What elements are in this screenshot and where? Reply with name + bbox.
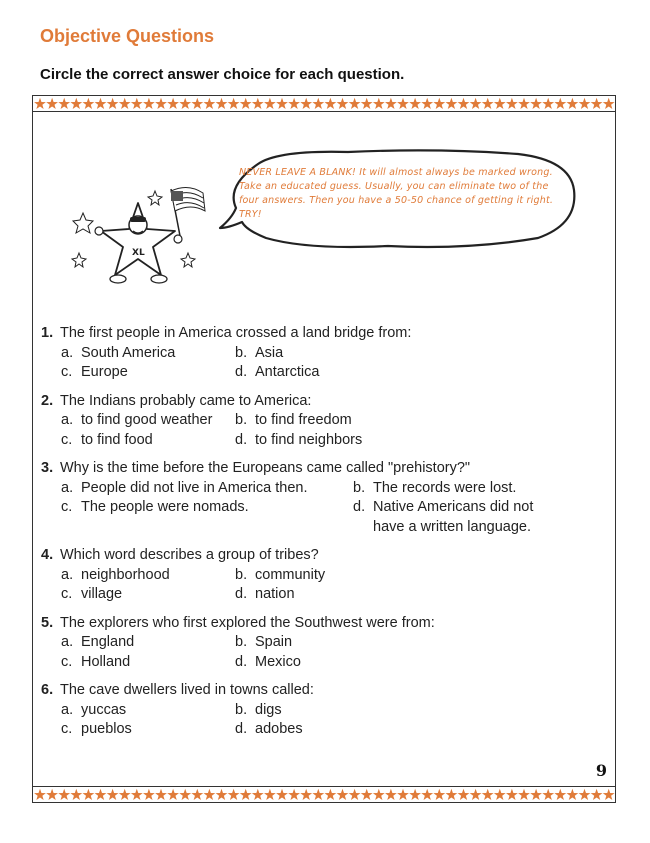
border-star-icon bbox=[530, 789, 542, 800]
question-number: 3. bbox=[41, 460, 54, 476]
border-star-icon bbox=[143, 789, 155, 800]
border-star-icon bbox=[385, 98, 397, 109]
border-star-icon bbox=[191, 789, 203, 800]
border-star-icon bbox=[470, 98, 482, 109]
border-star-icon bbox=[567, 789, 579, 800]
border-star-icon bbox=[518, 789, 530, 800]
border-star-icon bbox=[300, 789, 312, 800]
answer-choice-c[interactable]: c. village bbox=[61, 586, 123, 602]
border-star-icon bbox=[191, 98, 203, 109]
answer-choice-b[interactable]: b. to find freedom bbox=[235, 412, 352, 428]
border-star-icon bbox=[579, 789, 591, 800]
page-number: 9 bbox=[595, 761, 607, 780]
answer-choice-b[interactable]: b. community bbox=[235, 566, 326, 583]
border-star-icon bbox=[397, 789, 409, 800]
answer-choice-c[interactable]: c. pueblos bbox=[61, 721, 132, 737]
border-star-icon bbox=[421, 789, 433, 800]
star-row-bottom bbox=[33, 787, 615, 802]
border-star-icon bbox=[446, 789, 458, 800]
border-star-icon bbox=[240, 98, 252, 109]
border-star-icon bbox=[312, 98, 324, 109]
mascot-monogram: XL bbox=[132, 248, 145, 258]
border-star-icon bbox=[518, 98, 530, 109]
question-number: 6. bbox=[41, 682, 54, 698]
star-row-top bbox=[33, 96, 615, 112]
border-star-icon bbox=[252, 789, 264, 800]
border-star-icon bbox=[337, 98, 349, 109]
question-number: 2. bbox=[41, 392, 54, 409]
border-star-icon bbox=[288, 98, 300, 109]
border-star-icon bbox=[482, 98, 494, 109]
border-star-icon bbox=[46, 98, 58, 109]
border-star-icon bbox=[506, 98, 518, 109]
border-star-icon bbox=[554, 98, 566, 109]
border-star-icon bbox=[494, 98, 506, 109]
answer-choice-a[interactable]: a. neighborhood bbox=[61, 566, 170, 583]
answer-choice-c[interactable]: c. The people were nomads. bbox=[61, 499, 249, 515]
border-star-icon bbox=[216, 98, 228, 109]
border-star-icon bbox=[591, 789, 603, 800]
border-star-icon bbox=[34, 98, 46, 109]
star-mascot-illustration bbox=[63, 181, 213, 291]
border-star-icon bbox=[458, 789, 470, 800]
border-star-icon bbox=[325, 789, 337, 800]
question-3 bbox=[41, 459, 601, 537]
border-star-icon bbox=[603, 789, 615, 800]
border-star-icon bbox=[567, 98, 579, 109]
border-star-icon bbox=[155, 98, 167, 109]
border-star-icon bbox=[349, 98, 361, 109]
border-star-icon bbox=[276, 98, 288, 109]
border-star-icon bbox=[506, 789, 518, 800]
border-star-icon bbox=[288, 789, 300, 800]
answer-choice-b[interactable]: b. Spain bbox=[235, 634, 293, 650]
question-text: The explorers who first explored the Southwest were from: bbox=[60, 614, 435, 631]
border-star-icon bbox=[46, 789, 58, 800]
answer-choice-c[interactable]: c. to find food bbox=[61, 431, 153, 448]
border-star-icon bbox=[131, 98, 143, 109]
answer-choice-a[interactable]: a. South America bbox=[61, 344, 176, 361]
border-star-icon bbox=[300, 98, 312, 109]
test-taking-tip: NEVER LEAVE A BLANK! It will almost always be marked wrong. Take an educated guess. Usually, you can eliminate two of the four answers. Then you have a 50-50 chance of getting it right. TRY! bbox=[239, 167, 554, 220]
border-star-icon bbox=[325, 98, 337, 109]
question-number: 4. bbox=[41, 547, 54, 563]
border-star-icon bbox=[312, 789, 324, 800]
question-number: 1. bbox=[41, 325, 54, 341]
question-number: 5. bbox=[41, 614, 54, 631]
border-star-icon bbox=[216, 789, 228, 800]
border-star-icon bbox=[131, 789, 143, 800]
answer-choice-c[interactable]: c. Europe bbox=[61, 364, 128, 380]
border-star-icon bbox=[58, 98, 70, 109]
border-star-icon bbox=[373, 789, 385, 800]
border-star-icon bbox=[264, 789, 276, 800]
border-star-icon bbox=[421, 98, 433, 109]
border-star-icon bbox=[119, 789, 131, 800]
border-star-icon bbox=[240, 789, 252, 800]
answer-choice-d[interactable]: d. Mexico bbox=[235, 653, 301, 670]
border-star-icon bbox=[70, 98, 82, 109]
border-star-icon bbox=[349, 789, 361, 800]
border-star-icon bbox=[385, 789, 397, 800]
border-star-icon bbox=[361, 98, 373, 109]
star-border-top bbox=[33, 96, 615, 112]
border-star-icon bbox=[591, 98, 603, 109]
worksheet-frame bbox=[32, 95, 616, 803]
answer-choice-d[interactable]: d. Native Americans did not have a written language. bbox=[353, 499, 534, 535]
border-star-icon bbox=[107, 98, 119, 109]
border-star-icon bbox=[155, 789, 167, 800]
border-star-icon bbox=[409, 98, 421, 109]
border-star-icon bbox=[276, 789, 288, 800]
border-star-icon bbox=[409, 789, 421, 800]
border-star-icon bbox=[119, 98, 131, 109]
border-star-icon bbox=[264, 98, 276, 109]
answer-choice-b[interactable]: b. Asia bbox=[235, 344, 284, 361]
answer-choice-a[interactable]: a. England bbox=[61, 634, 135, 650]
question-text: The Indians probably came to America: bbox=[60, 392, 312, 409]
question-2 bbox=[41, 392, 601, 451]
question-5 bbox=[41, 614, 601, 673]
section-title: Objective Questions bbox=[40, 26, 215, 46]
border-star-icon bbox=[433, 98, 445, 109]
border-star-icon bbox=[397, 98, 409, 109]
border-star-icon bbox=[95, 789, 107, 800]
answer-choice-d[interactable]: d. Antarctica bbox=[235, 364, 320, 380]
answer-choice-d[interactable]: d. to find neighbors bbox=[235, 431, 363, 448]
border-star-icon bbox=[482, 789, 494, 800]
border-star-icon bbox=[579, 98, 591, 109]
border-star-icon bbox=[143, 98, 155, 109]
border-star-icon bbox=[95, 98, 107, 109]
border-star-icon bbox=[107, 789, 119, 800]
border-star-icon bbox=[228, 98, 240, 109]
question-6 bbox=[41, 681, 601, 740]
border-star-icon bbox=[554, 789, 566, 800]
border-star-icon bbox=[204, 789, 216, 800]
answer-choice-a[interactable]: a. yuccas bbox=[61, 701, 127, 718]
border-star-icon bbox=[530, 98, 542, 109]
question-text: Which word describes a group of tribes? bbox=[60, 547, 319, 563]
american-flag-icon bbox=[171, 187, 205, 211]
border-star-icon bbox=[542, 789, 554, 800]
star-border-bottom bbox=[33, 786, 615, 802]
border-star-icon bbox=[58, 789, 70, 800]
border-star-icon bbox=[373, 98, 385, 109]
border-star-icon bbox=[603, 98, 615, 109]
answer-choice-b[interactable]: b. The records were lost. bbox=[353, 479, 517, 496]
question-text: The first people in America crossed a land bridge from: bbox=[60, 325, 412, 341]
border-star-icon bbox=[34, 789, 46, 800]
answer-choice-c[interactable]: c. Holland bbox=[61, 653, 131, 670]
answer-choice-a[interactable]: a. People did not live in America then. bbox=[61, 479, 308, 496]
answer-choice-b[interactable]: b. digs bbox=[235, 701, 282, 718]
border-star-icon bbox=[494, 789, 506, 800]
border-star-icon bbox=[228, 789, 240, 800]
border-star-icon bbox=[252, 98, 264, 109]
border-star-icon bbox=[179, 98, 191, 109]
answer-choice-d[interactable]: d. adobes bbox=[235, 721, 303, 737]
border-star-icon bbox=[361, 789, 373, 800]
border-star-icon bbox=[542, 98, 554, 109]
question-4 bbox=[41, 546, 601, 605]
border-star-icon bbox=[433, 789, 445, 800]
question-1 bbox=[41, 324, 601, 383]
border-star-icon bbox=[167, 98, 179, 109]
answer-choice-a[interactable]: a. to find good weather bbox=[61, 412, 213, 428]
border-star-icon bbox=[70, 789, 82, 800]
question-text: Why is the time before the Europeans came called "prehistory?" bbox=[60, 460, 471, 476]
question-list bbox=[41, 324, 601, 749]
border-star-icon bbox=[204, 98, 216, 109]
question-text: The cave dwellers lived in towns called: bbox=[60, 682, 314, 698]
instructions: Circle the correct answer choice for each question. bbox=[40, 66, 405, 83]
answer-choice-d[interactable]: d. nation bbox=[235, 586, 295, 602]
border-star-icon bbox=[337, 789, 349, 800]
border-star-icon bbox=[179, 789, 191, 800]
border-star-icon bbox=[83, 789, 95, 800]
border-star-icon bbox=[167, 789, 179, 800]
border-star-icon bbox=[470, 789, 482, 800]
border-star-icon bbox=[446, 98, 458, 109]
border-star-icon bbox=[83, 98, 95, 109]
border-star-icon bbox=[458, 98, 470, 109]
